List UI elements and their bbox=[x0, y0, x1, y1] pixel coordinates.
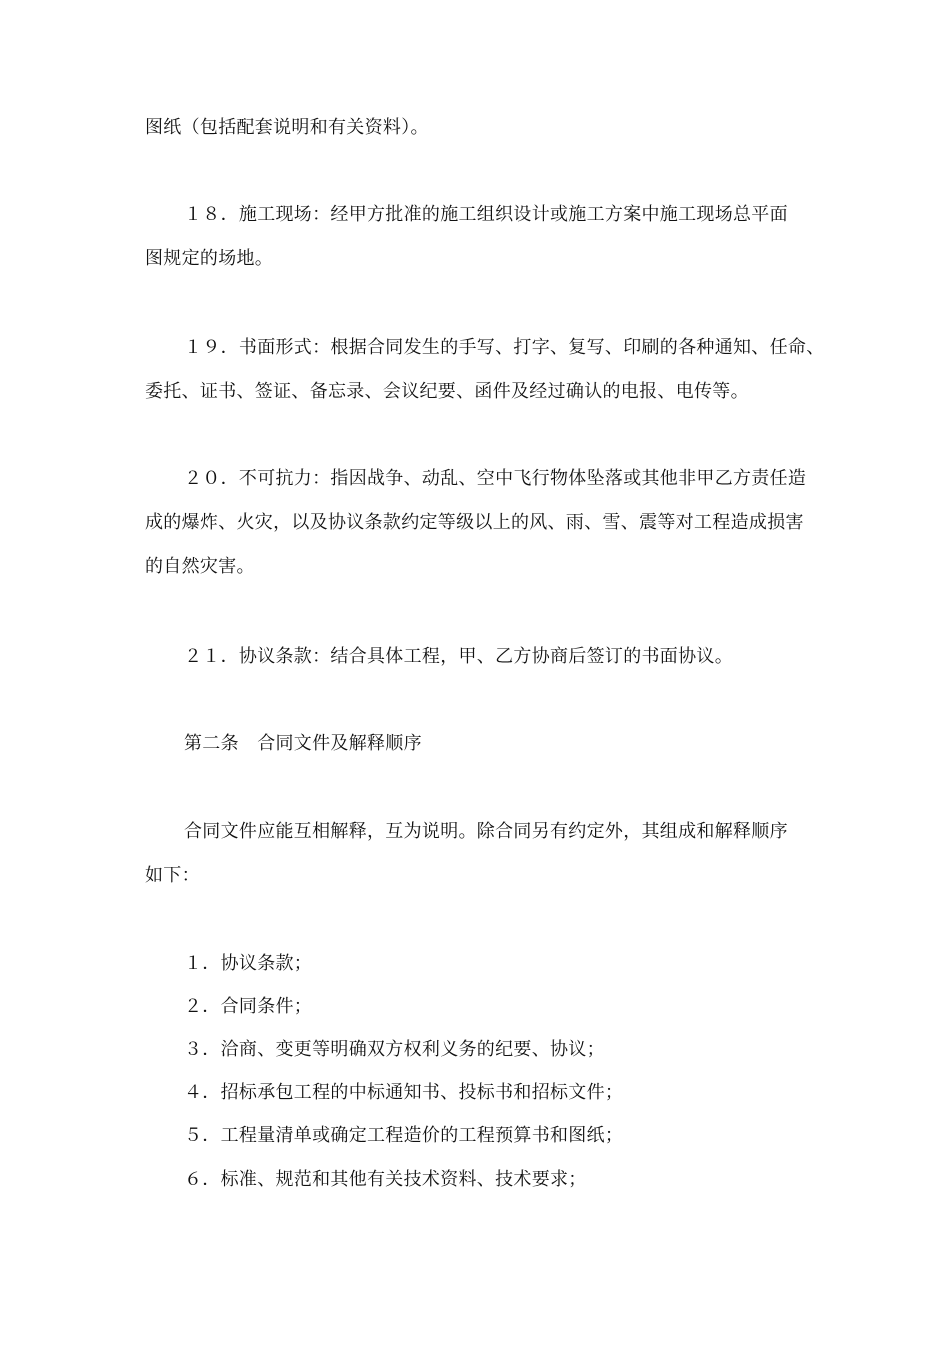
text-line: 如下： bbox=[145, 865, 200, 886]
text-line: 合同文件应能互相解释，互为说明。除合同另有约定外，其组成和解释顺序 bbox=[184, 821, 788, 842]
list-item: ２．合同条件； bbox=[184, 996, 313, 1017]
list-item: ４．招标承包工程的中标通知书、投标书和招标文件； bbox=[184, 1082, 624, 1103]
section-heading: 第二条 合同文件及解释顺序 bbox=[184, 733, 422, 754]
text-line: 图规定的场地。 bbox=[145, 248, 274, 269]
list-item: １．协议条款； bbox=[184, 953, 313, 974]
text-line: ２１．协议条款：结合具体工程，甲、乙方协商后签订的书面协议。 bbox=[184, 646, 733, 667]
text-line: 委托、证书、签证、备忘录、会议纪要、函件及经过确认的电报、电传等。 bbox=[145, 381, 749, 402]
text-line: １９．书面形式：根据合同发生的手写、打字、复写、印刷的各种通知、任命、 bbox=[184, 337, 825, 358]
list-item: ６．标准、规范和其他有关技术资料、技术要求； bbox=[184, 1169, 587, 1190]
text-line: 成的爆炸、火灾，以及协议条款约定等级以上的风、雨、雪、震等对工程造成损害 bbox=[145, 512, 804, 533]
text-line: 的自然灾害。 bbox=[145, 556, 255, 577]
text-line: ２０．不可抗力：指因战争、动乱、空中飞行物体坠落或其他非甲乙方责任造 bbox=[184, 468, 807, 489]
text-line: 图纸（包括配套说明和有关资料）。 bbox=[145, 117, 429, 138]
list-item: ５．工程量清单或确定工程造价的工程预算书和图纸； bbox=[184, 1125, 624, 1146]
text-line: １８．施工现场：经甲方批准的施工组织设计或施工方案中施工现场总平面 bbox=[184, 204, 788, 225]
list-item: ３．洽商、变更等明确双方权利义务的纪要、协议； bbox=[184, 1039, 605, 1060]
